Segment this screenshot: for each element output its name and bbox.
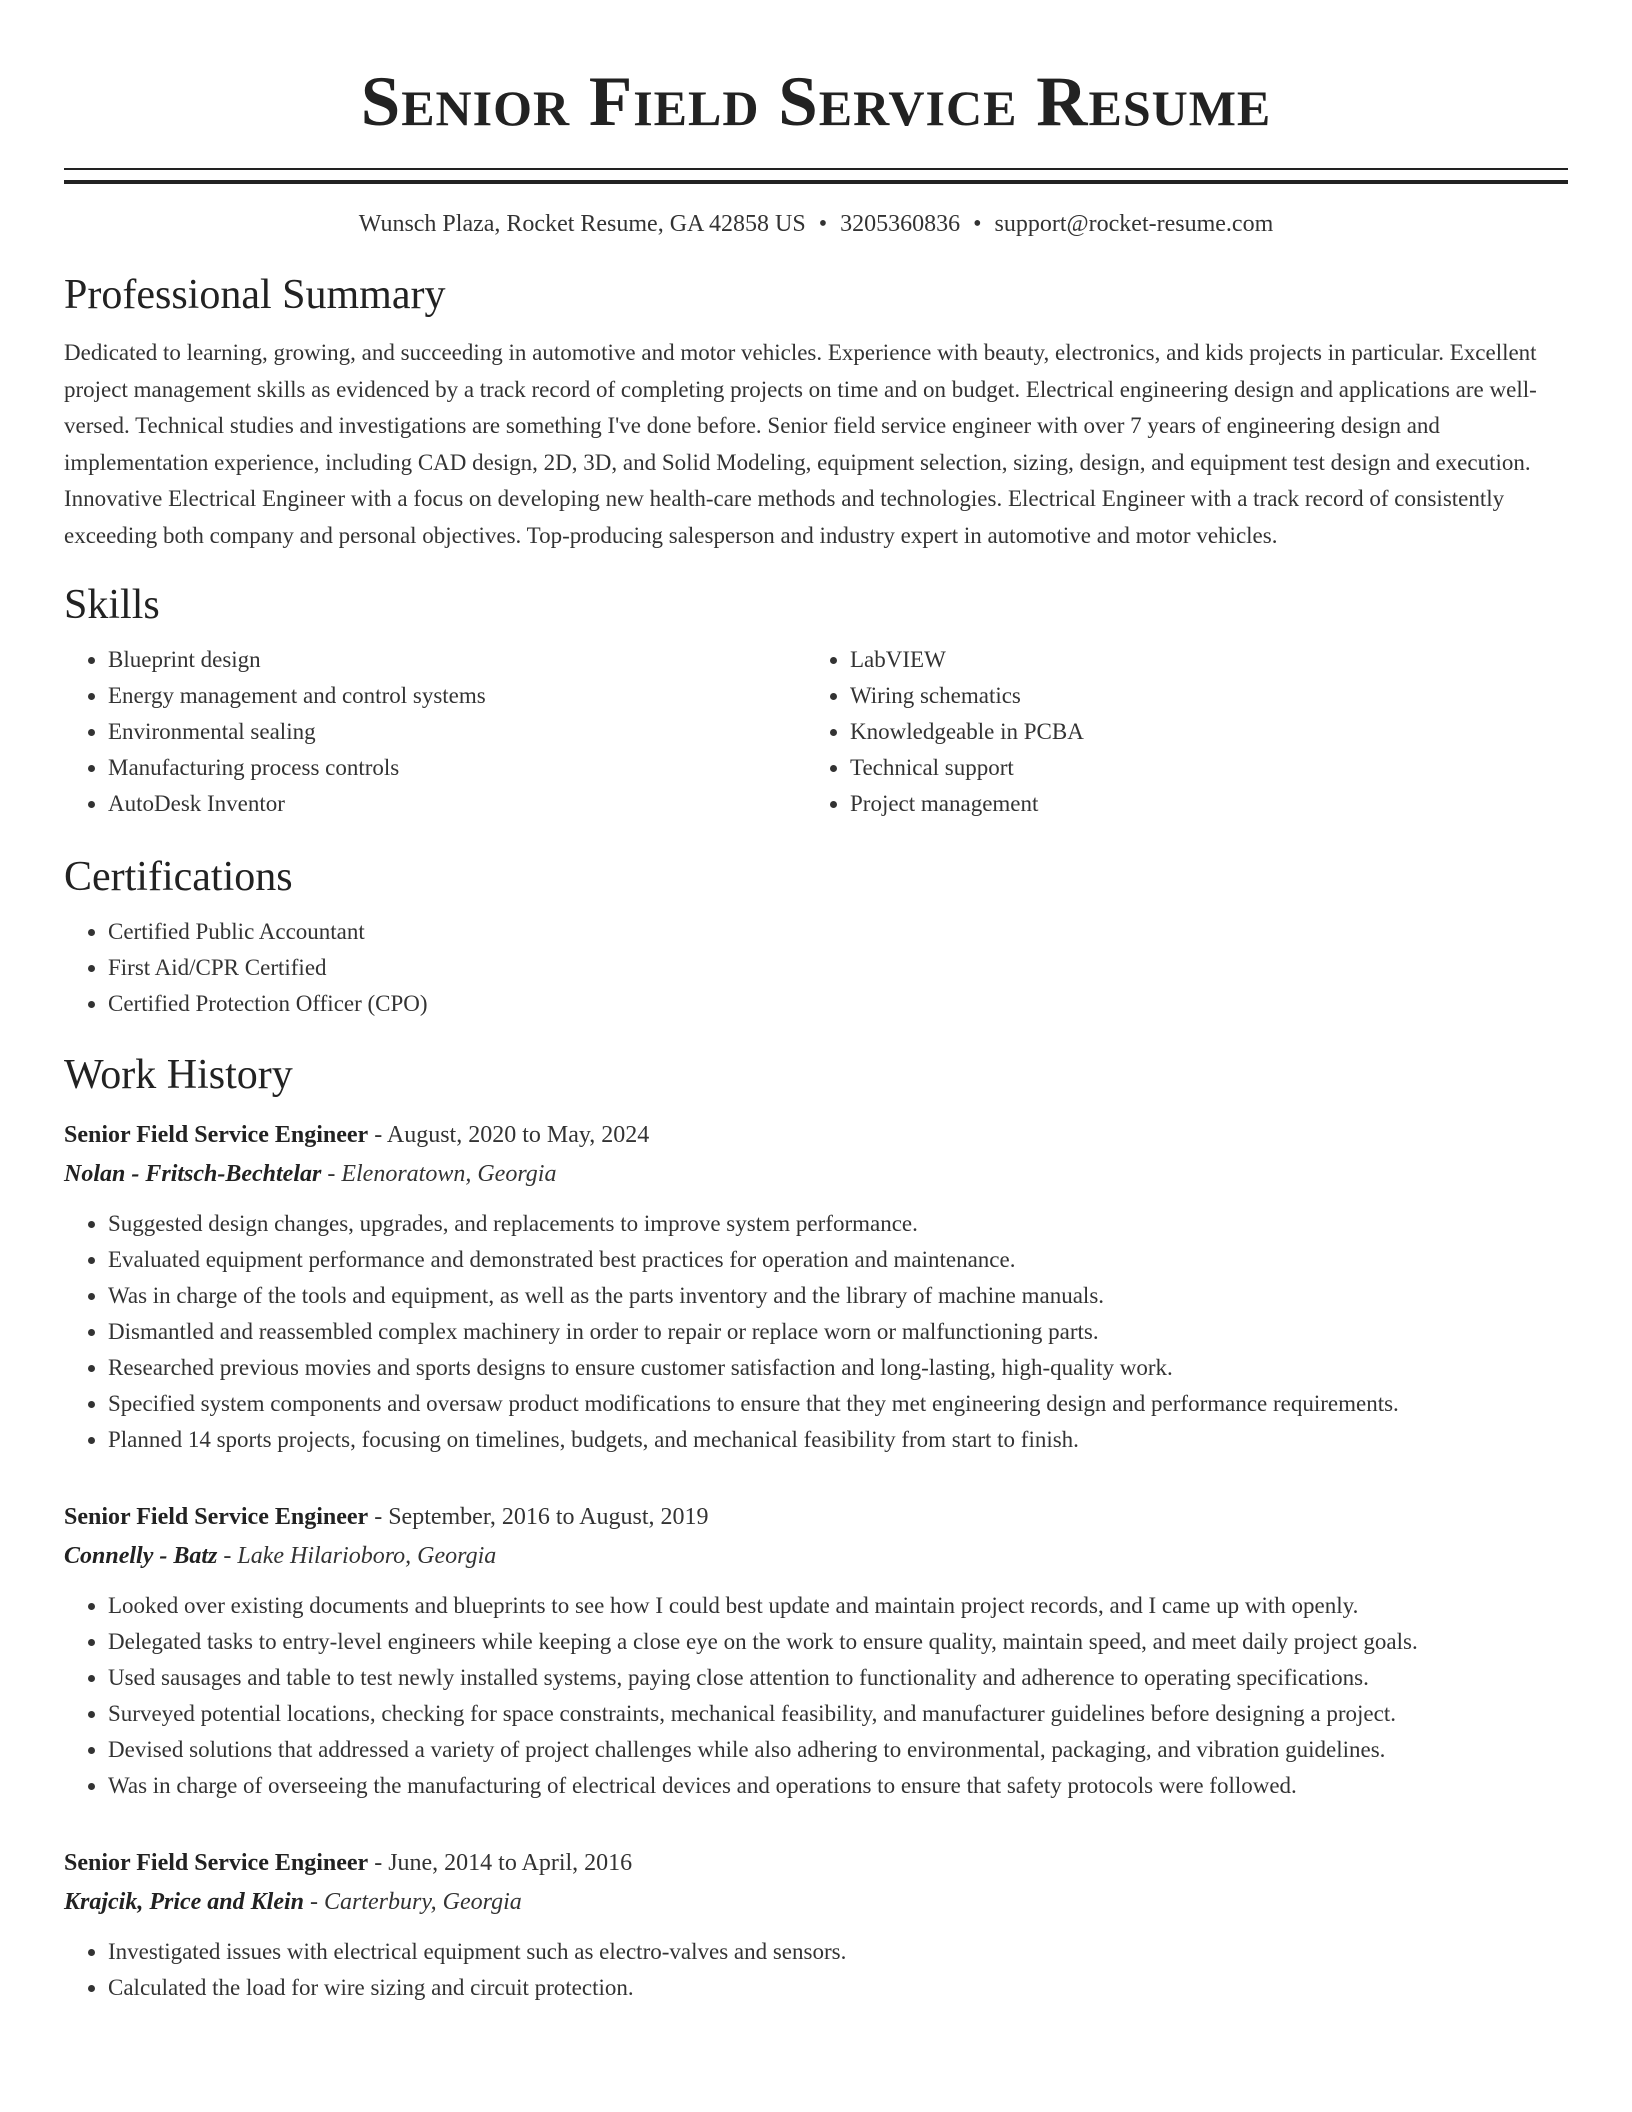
skill-item: • Knowledgeable in PCBA bbox=[850, 714, 1548, 750]
job-bullet: • Calculated the load for wire sizing and circuit protection. bbox=[108, 1970, 1568, 2006]
contact-line bbox=[64, 208, 1568, 240]
job-location: Carterbury, Georgia bbox=[324, 1889, 522, 1915]
job-bullet: • Looked over existing documents and blueprints to see how I could best update and maintain project records, and I came up with openly. bbox=[108, 1588, 1568, 1624]
certification-item: • First Aid/CPR Certified bbox=[108, 950, 1568, 986]
job-bullet: • Researched previous movies and sports designs to ensure customer satisfaction and long-lasting, high-quality work. bbox=[108, 1350, 1568, 1386]
contact-phone: 3205360836 bbox=[840, 211, 961, 237]
section-heading-certifications: Certifications bbox=[64, 854, 293, 900]
job-entry bbox=[64, 1844, 1568, 2006]
skills-column-left bbox=[64, 642, 806, 822]
job-bullet-list bbox=[64, 1206, 1568, 1458]
contact-separator: • bbox=[818, 211, 828, 237]
job-bullet: • Planned 14 sports projects, focusing on timelines, budgets, and mechanical feasibility from start to finish. bbox=[108, 1422, 1568, 1458]
skill-item: • Energy management and control systems bbox=[108, 678, 806, 714]
skill-item: • AutoDesk Inventor bbox=[108, 786, 806, 822]
skill-item: • LabVIEW bbox=[850, 642, 1548, 678]
job-bullet: • Dismantled and reassembled complex machinery in order to repair or replace worn or malfunctioning parts. bbox=[108, 1314, 1568, 1350]
job-title-line bbox=[64, 1844, 1568, 1882]
job-entry bbox=[64, 1498, 1568, 1804]
summary-text: Dedicated to learning, growing, and succeeding in automotive and motor vehicles. Experience with beauty, electronics, and kids projects in particular. Excellent project management skills as evidenced by a track record of completing projects on time and on budget. Electrical engineering design and applications are well-versed. Technical studies and investigations are something I've done before. Senior field service engineer with over 7 years of engineering design and implementation experience, including CAD design, 2D, 3D, and Solid Modeling, equipment selection, sizing, design, and equipment test design and execution. Innovative Electrical Engineer with a focus on developing new health-care methods and technologies. Electrical Engineer with a track record of consistently exceeding both company and personal objectives. Top-producing salesperson and industry expert in automotive and motor vehicles. bbox=[64, 340, 1537, 548]
skills-grid bbox=[64, 642, 1568, 822]
job-title-line bbox=[64, 1116, 1568, 1154]
job-company-line bbox=[64, 1882, 1568, 1922]
job-dash: - bbox=[368, 1122, 387, 1148]
skill-item: • Blueprint design bbox=[108, 642, 806, 678]
skills-column-right bbox=[806, 642, 1548, 822]
skill-item: • Environmental sealing bbox=[108, 714, 806, 750]
section-heading-skills: Skills bbox=[64, 582, 160, 628]
resume-title: Senior Field Service Resume bbox=[360, 63, 1272, 141]
job-role: Senior Field Service Engineer bbox=[64, 1850, 369, 1876]
job-company: Connelly - Batz bbox=[64, 1543, 218, 1569]
job-dates: June, 2014 to April, 2016 bbox=[388, 1850, 633, 1876]
job-dates: September, 2016 to August, 2019 bbox=[388, 1504, 709, 1530]
job-company: Krajcik, Price and Klein bbox=[64, 1889, 304, 1915]
job-bullet: • Specified system components and oversaw product modifications to ensure that they met engineering design and performance requirements. bbox=[108, 1386, 1568, 1422]
job-bullet-list bbox=[64, 1588, 1568, 1804]
job-title-line bbox=[64, 1498, 1568, 1536]
job-bullet: • Delegated tasks to entry-level engineers while keeping a close eye on the work to ensure quality, maintain speed, and meet daily project goals. bbox=[108, 1624, 1568, 1660]
job-dash: - bbox=[217, 1543, 238, 1569]
job-entry bbox=[64, 1116, 1568, 1458]
skill-item: • Technical support bbox=[850, 750, 1548, 786]
job-bullet: • Investigated issues with electrical equipment such as electro-valves and sensors. bbox=[108, 1934, 1568, 1970]
job-company-line bbox=[64, 1536, 1568, 1576]
job-bullet: • Devised solutions that addressed a variety of project challenges while also adhering to environmental, packaging, and vibration guidelines. bbox=[108, 1732, 1568, 1768]
job-location: Lake Hilarioboro, Georgia bbox=[237, 1543, 497, 1569]
job-bullet: • Evaluated equipment performance and demonstrated best practices for operation and maintenance. bbox=[108, 1242, 1568, 1278]
job-dash: - bbox=[321, 1161, 342, 1187]
contact-separator: • bbox=[973, 211, 982, 237]
certification-item: • Certified Protection Officer (CPO) bbox=[108, 986, 1568, 1022]
job-dates: August, 2020 to May, 2024 bbox=[386, 1122, 650, 1148]
job-role: Senior Field Service Engineer bbox=[64, 1122, 369, 1148]
skill-item: • Project management bbox=[850, 786, 1548, 822]
skills-list-left bbox=[64, 642, 806, 822]
job-dash: - bbox=[304, 1889, 324, 1915]
job-company: Nolan - Fritsch-Bechtelar bbox=[64, 1161, 322, 1187]
job-bullet: • Surveyed potential locations, checking for space constraints, mechanical feasibility, and manufacturer guidelines before designing a project. bbox=[108, 1696, 1568, 1732]
job-bullet-list bbox=[64, 1934, 1568, 2006]
job-bullet: • Was in charge of overseeing the manufacturing of electrical devices and operations to ensure that safety protocols were followed. bbox=[108, 1768, 1568, 1804]
job-bullet: • Was in charge of the tools and equipment, as well as the parts inventory and the library of machine manuals. bbox=[108, 1278, 1568, 1314]
job-location: Elenoratown, Georgia bbox=[341, 1161, 557, 1187]
job-dash: - bbox=[368, 1850, 389, 1876]
contact-address: Wunsch Plaza, Rocket Resume, GA 42858 US bbox=[358, 211, 806, 237]
job-dash: - bbox=[368, 1504, 389, 1530]
certifications-list bbox=[64, 914, 1568, 1022]
job-role: Senior Field Service Engineer bbox=[64, 1504, 369, 1530]
job-bullet: • Used sausages and table to test newly installed systems, paying close attention to functionality and adherence to operating specifications. bbox=[108, 1660, 1568, 1696]
resume-page bbox=[64, 0, 1568, 2006]
skills-list-right bbox=[806, 642, 1548, 822]
contact-email: support@rocket-resume.com bbox=[994, 211, 1274, 237]
title-divider bbox=[64, 168, 1568, 184]
job-bullet: • Suggested design changes, upgrades, and replacements to improve system performance. bbox=[108, 1206, 1568, 1242]
section-heading-summary: Professional Summary bbox=[64, 272, 446, 318]
skill-item: • Wiring schematics bbox=[850, 678, 1548, 714]
section-heading-work-history: Work History bbox=[64, 1052, 293, 1098]
job-company-line bbox=[64, 1154, 1568, 1194]
certification-item: • Certified Public Accountant bbox=[108, 914, 1568, 950]
skill-item: • Manufacturing process controls bbox=[108, 750, 806, 786]
